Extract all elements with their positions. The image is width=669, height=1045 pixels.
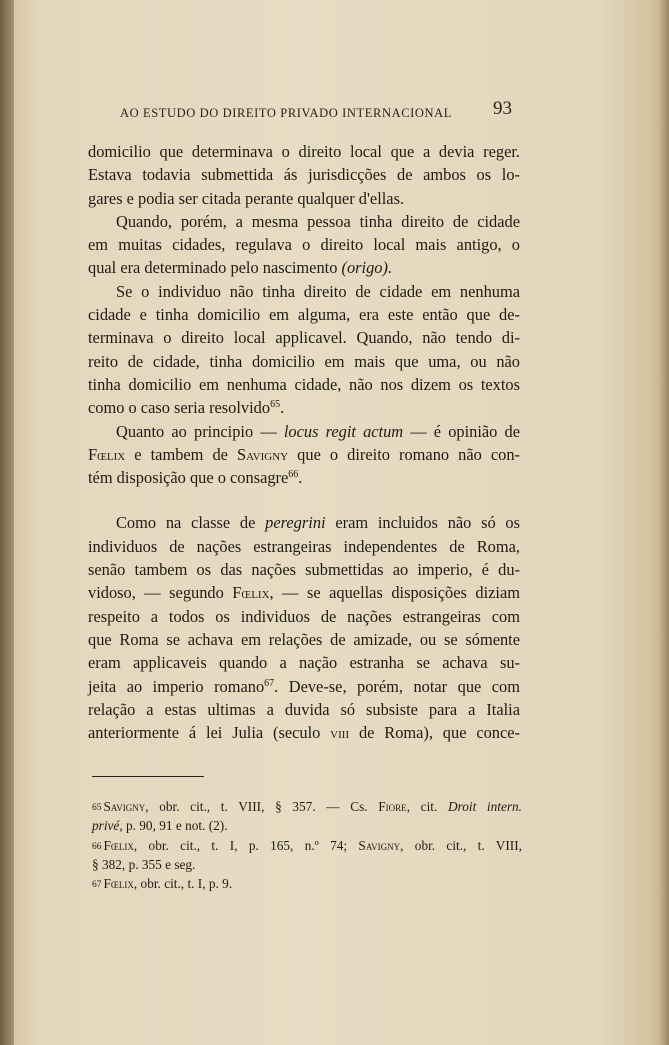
- text-line: tinha domicilio em nenhuma cidade, não nos dizem os textos: [88, 374, 520, 394]
- footnotes: [92, 797, 522, 893]
- latin-term: (origo).: [341, 258, 393, 278]
- text-line: como o caso seria resolvido$^{65}$.: [88, 398, 285, 418]
- footnote-66: 66 Fœlix, obr. cit., t. I, p. 165, n.º 74; Savigny, obr. cit., t. VIII,: [92, 837, 522, 853]
- body-text: [88, 140, 520, 744]
- text-line: Quando, porém, a mesma pessoa tinha direito de cidade: [116, 211, 520, 231]
- text-line: qual era determinado pelo nascimento (origo).: [88, 258, 393, 278]
- page-number: 93: [493, 98, 512, 119]
- page-header: [120, 96, 520, 126]
- text-line: vidoso, — segundo Fœlix, — se aquellas disposições diziam: [88, 583, 520, 603]
- text-line: reito de cidade, tinha domicilio em mais que uma, ou não: [88, 351, 520, 371]
- text-line: eram applicaveis quando a nação estranha se achava su-: [88, 653, 520, 673]
- running-title: AO ESTUDO DO DIREITO PRIVADO INTERNACIONAL: [120, 106, 453, 120]
- text-line: em muitas cidades, regulava o direito local mais antigo, o: [88, 235, 520, 255]
- paragraph-gap: [88, 489, 520, 511]
- text-line: individuos de nações estrangeiras independentes de Roma,: [88, 536, 520, 556]
- footnote-number: 65: [92, 803, 102, 813]
- text-line: anteriormente á lei Julia (seculo viii de Roma), que conce-: [88, 723, 520, 743]
- text-line: terminava o direito local applicavel. Quando, não tendo di-: [88, 328, 520, 348]
- footnote-number: 67: [92, 880, 102, 891]
- footnote-66-cont: § 382, p. 355 e seg.: [92, 856, 196, 872]
- footnote-number: 66: [92, 841, 102, 852]
- text-line: relação a estas ultimas a duvida só subsiste para a Italia: [88, 699, 520, 719]
- text-line: Fœlix e tambem de Savigny que o direito romano não con-: [88, 444, 520, 464]
- footnote-65-cont: privé, p. 90, 91 e not. (2).: [92, 818, 228, 834]
- author-name: Fœlix: [232, 583, 270, 603]
- text-line: senão tambem os das nações submettidas ao imperio, é du-: [88, 560, 520, 580]
- text-line: Quanto ao principio — locus regit actum — é opinião de: [116, 421, 520, 441]
- binding-gutter: [0, 0, 14, 1045]
- footnote-rule: [92, 776, 204, 777]
- roman-numeral: viii: [330, 723, 350, 743]
- text-line: respeito a todos os individuos de nações estrangeiras com: [88, 606, 520, 626]
- footnote-ref: 65: [270, 399, 281, 411]
- author-name: Savigny: [237, 444, 289, 464]
- text-line: Se o individuo não tinha direito de cidade em nenhuma: [116, 281, 520, 301]
- author-name: Fœlix: [88, 444, 126, 464]
- text-line: domicilio que determinava o direito local que a devia reger.: [88, 142, 520, 161]
- footnote-ref: 67: [264, 677, 275, 689]
- text-line: cidade e tinha domicilio em alguma, era este então que de-: [88, 305, 520, 325]
- text-line: tém disposição que o consagre$^{66}$.: [88, 468, 303, 488]
- text-line: jeita ao imperio romano$^{67}$. Deve-se, porém, notar que com: [88, 676, 520, 696]
- footnote-65: 65 Savigny, obr. cit., t. VIII, § 357. — Cs. Fiore, cit. Droit intern.: [92, 799, 522, 814]
- text-line: Como na classe de peregrini eram incluidos não só os: [116, 513, 521, 533]
- text-line: que Roma se achava em relações de amizade, ou se sómente: [88, 629, 520, 649]
- text-line: Estava todavia submettida ás jurisdicções de ambos os lo-: [88, 165, 520, 185]
- footnote-ref: 66: [288, 469, 299, 481]
- footnote-67: 67 Fœlix, obr. cit., t. I, p. 9.: [92, 876, 233, 892]
- text-line: gares e podia ser citada perante qualquer d'ellas.: [88, 188, 405, 208]
- page-edge-shadow: [659, 0, 669, 1045]
- latin-term: peregrini: [265, 513, 326, 533]
- latin-term: locus regit actum: [283, 421, 404, 441]
